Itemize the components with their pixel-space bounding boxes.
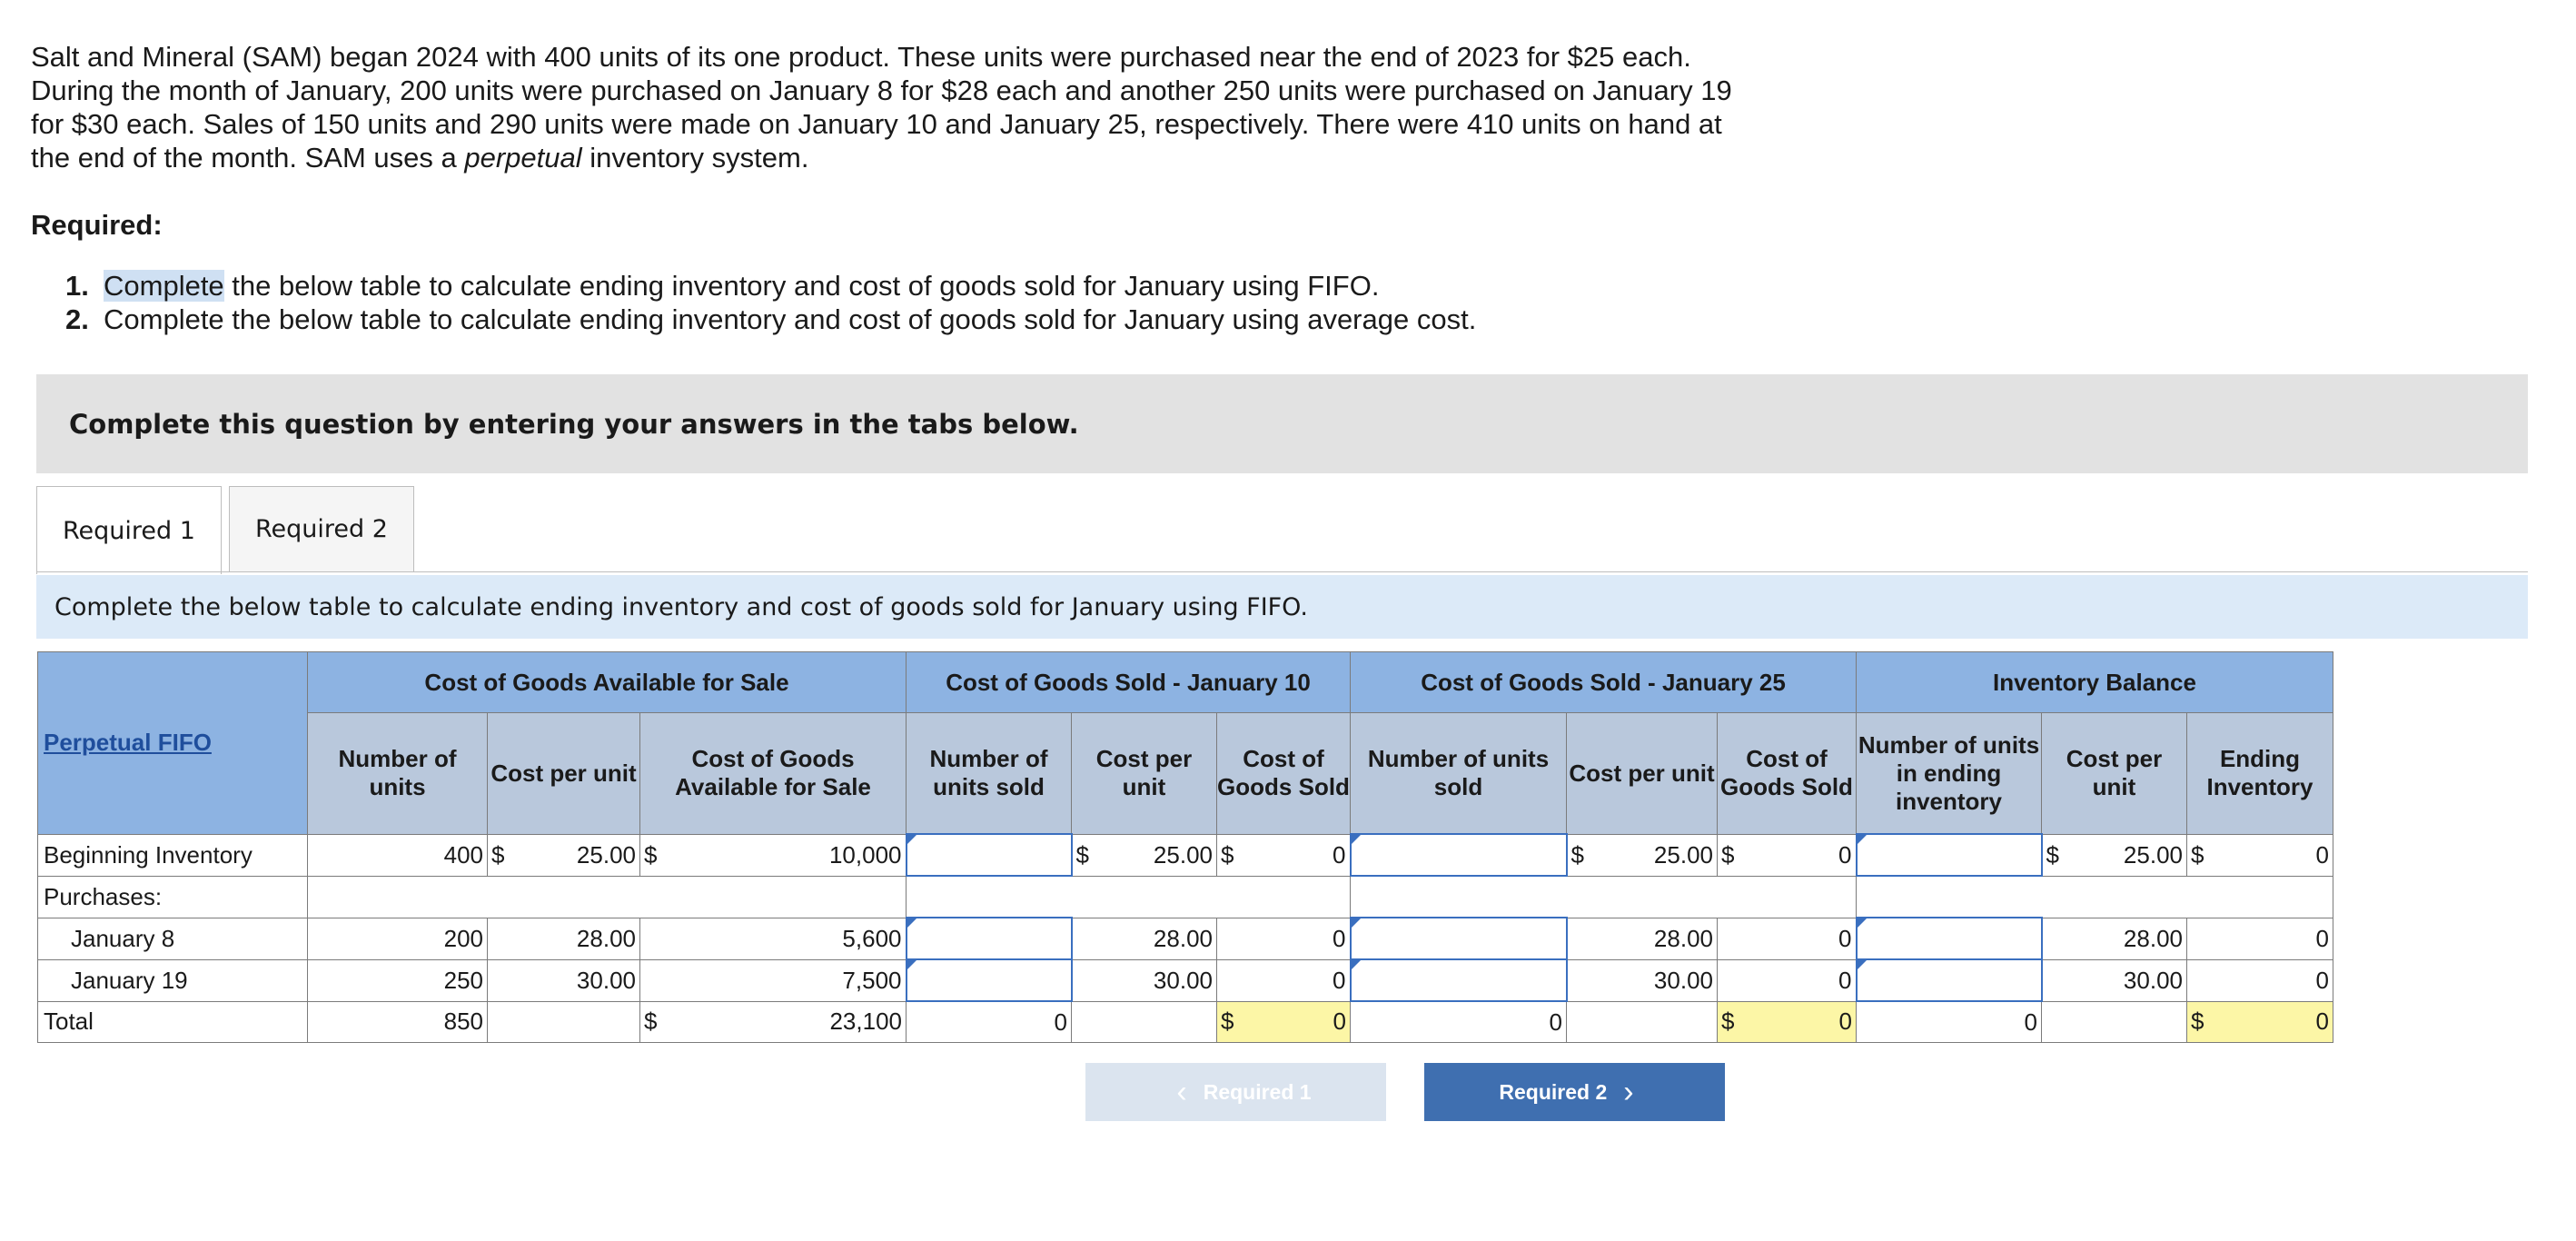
cost-value: 25.00 xyxy=(1653,840,1713,869)
jan25-cogs-cell xyxy=(1718,834,1857,876)
empty-cell xyxy=(308,876,907,918)
currency-symbol: $ xyxy=(644,1008,658,1036)
empty-cell xyxy=(1072,1001,1217,1043)
available-value: 10,000 xyxy=(828,840,902,869)
cogs-value: 0 xyxy=(1333,924,1346,952)
cogs-value: 0 xyxy=(1838,966,1852,994)
jan25-cost-cell xyxy=(1567,959,1718,1001)
currency-symbol: $ xyxy=(1075,840,1089,869)
input-value[interactable] xyxy=(907,835,1071,875)
cost-value: 30.00 xyxy=(2123,966,2183,994)
fifo-table xyxy=(37,651,2333,1043)
cogs-value: 0 xyxy=(1838,1008,1852,1036)
problem-statement xyxy=(31,40,1757,174)
cost-value: 28.00 xyxy=(576,924,636,952)
group-header-sold-jan25: Cost of Goods Sold - January 25 xyxy=(1351,652,1857,713)
ending-inventory-total-cell xyxy=(2187,1001,2333,1043)
units-cell xyxy=(308,1001,488,1043)
cost-value: 25.00 xyxy=(1153,840,1213,869)
cost-value: 25.00 xyxy=(2123,840,2183,869)
column-header: Cost per unit xyxy=(2042,713,2187,835)
units-value: 250 xyxy=(443,966,483,994)
empty-cell xyxy=(1567,1001,1718,1043)
jan10-cogs-cell xyxy=(1217,959,1351,1001)
units-value: 400 xyxy=(443,840,483,869)
jan10-cogs-total-cell xyxy=(1217,1001,1351,1043)
units-cell xyxy=(308,959,488,1001)
jan25-cogs-cell xyxy=(1718,959,1857,1001)
problem-text: Salt and Mineral (SAM) began 2024 with 400 units of its one product. These units were purchased near the end of 2023 for $25 each. During the month of January, 200 units were purchased on January 8 for $28 each and another 250 units were purchased on January 19 for $30 each. Sales of 150 units and 290 units were made on January 10 and January 25, respectively. There were 410 units on hand at the end of the month. SAM uses a xyxy=(31,41,1732,174)
instruction-banner xyxy=(36,374,2528,473)
input-value[interactable] xyxy=(1352,960,1566,1000)
input-value[interactable] xyxy=(907,960,1071,1000)
units-value: 850 xyxy=(443,1008,483,1036)
units-value: 200 xyxy=(443,924,483,952)
row-label: Purchases: xyxy=(38,876,308,918)
cogs-value: 0 xyxy=(1838,924,1852,952)
ending-inventory-value: 0 xyxy=(2315,924,2329,952)
cost-value: 30.00 xyxy=(576,966,636,994)
input-value[interactable] xyxy=(1858,960,2041,1000)
ending-cost-cell xyxy=(2042,959,2187,1001)
currency-symbol: $ xyxy=(1221,840,1234,869)
table-row xyxy=(38,918,2333,959)
ending-cost-cell xyxy=(2042,834,2187,876)
jan25-cost-cell xyxy=(1567,834,1718,876)
currency-symbol: $ xyxy=(2191,1008,2204,1036)
jan10-cogs-cell xyxy=(1217,918,1351,959)
cost-value: 28.00 xyxy=(2123,924,2183,952)
item-number: 2. xyxy=(65,303,89,335)
table-row xyxy=(38,959,2333,1001)
column-header: Cost of Goods Available for Sale xyxy=(640,713,907,835)
tab-instruction-text: Complete the below table to calculate ending inventory and cost of goods sold for January using FIFO. xyxy=(54,592,1308,621)
table-label-header xyxy=(38,652,308,835)
problem-text-end: inventory system. xyxy=(581,142,809,174)
cogs-value: 0 xyxy=(1333,966,1346,994)
available-cell xyxy=(640,959,907,1001)
jan10-cost-cell xyxy=(1072,959,1217,1001)
available-cell xyxy=(640,1001,907,1043)
jan10-units-sold-input[interactable] xyxy=(907,918,1072,959)
currency-symbol: $ xyxy=(1221,1008,1234,1036)
empty-cell xyxy=(2042,1001,2187,1043)
perpetual-fifo-link[interactable]: Perpetual FIFO xyxy=(44,729,212,757)
ending-inventory-cell xyxy=(2187,959,2333,1001)
jan25-units-sold-input[interactable] xyxy=(1351,834,1567,876)
column-header: Number of units sold xyxy=(1351,713,1567,835)
column-header: Cost of Goods Sold xyxy=(1718,713,1857,835)
currency-symbol: $ xyxy=(2191,840,2204,869)
row-label: Beginning Inventory xyxy=(38,834,308,876)
required-heading: Required: xyxy=(31,209,163,241)
required-item-1 xyxy=(65,269,1476,303)
table-row xyxy=(38,834,2333,876)
ending-units-input[interactable] xyxy=(1857,834,2042,876)
row-label: January 8 xyxy=(38,918,308,959)
prev-button-label: Required 1 xyxy=(1203,1079,1312,1104)
input-value[interactable] xyxy=(1858,918,2041,958)
jan10-cogs-cell xyxy=(1217,834,1351,876)
tab-required-2[interactable]: Required 2 xyxy=(229,486,414,571)
column-header: Cost per unit xyxy=(1567,713,1718,835)
ending-units-input[interactable] xyxy=(1857,918,2042,959)
required-item-2 xyxy=(65,303,1476,336)
ending-inventory-value: 0 xyxy=(2315,966,2329,994)
units-value: 0 xyxy=(1549,1008,1562,1036)
tab-divider xyxy=(36,571,2528,572)
jan25-units-sold-input[interactable] xyxy=(1351,918,1567,959)
currency-symbol: $ xyxy=(644,840,658,869)
tab-bar xyxy=(36,486,421,572)
currency-symbol: $ xyxy=(2046,840,2059,869)
banner-text: Complete this question by entering your answers in the tabs below. xyxy=(69,408,1079,440)
available-cell xyxy=(640,918,907,959)
ending-cost-cell xyxy=(2042,918,2187,959)
highlighted-word: Complete xyxy=(104,270,224,302)
tab-instruction xyxy=(36,575,2528,639)
item-text: the below table to calculate ending inventory and cost of goods sold for January using FIFO. xyxy=(223,270,1380,302)
column-header: Number of units xyxy=(308,713,488,835)
available-cell xyxy=(640,834,907,876)
ending-units-input[interactable] xyxy=(1857,959,2042,1001)
jan25-cost-cell xyxy=(1567,918,1718,959)
chevron-right-icon: › xyxy=(1623,1074,1634,1109)
currency-symbol: $ xyxy=(1721,840,1735,869)
ending-inventory-cell xyxy=(2187,834,2333,876)
cost-value: 30.00 xyxy=(1153,966,1213,994)
input-value[interactable] xyxy=(907,918,1071,958)
ending-inventory-cell xyxy=(2187,918,2333,959)
jan10-cost-cell xyxy=(1072,834,1217,876)
column-header: Cost per unit xyxy=(488,713,640,835)
empty-cell xyxy=(1857,876,2333,918)
cogs-value: 0 xyxy=(1333,840,1346,869)
column-header: Number of units sold xyxy=(907,713,1072,835)
available-value: 5,600 xyxy=(842,924,902,952)
group-header-inventory: Inventory Balance xyxy=(1857,652,2333,713)
table-row xyxy=(38,876,2333,918)
empty-cell xyxy=(1351,876,1857,918)
problem-italic: perpetual xyxy=(464,142,582,174)
chevron-left-icon: ‹ xyxy=(1176,1074,1187,1109)
item-number: 1. xyxy=(65,270,89,302)
jan10-cost-cell xyxy=(1072,918,1217,959)
cost-value: 30.00 xyxy=(1653,966,1713,994)
currency-symbol: $ xyxy=(1570,840,1584,869)
units-value: 0 xyxy=(1054,1008,1067,1036)
currency-symbol: $ xyxy=(491,840,505,869)
available-value: 7,500 xyxy=(842,966,902,994)
item-text: Complete the below table to calculate ending inventory and cost of goods sold for January using average cost. xyxy=(104,303,1477,335)
group-header-available: Cost of Goods Available for Sale xyxy=(308,652,907,713)
jan25-units-sold-input[interactable] xyxy=(1351,959,1567,1001)
next-button-label: Required 2 xyxy=(1499,1079,1608,1104)
cost-cell xyxy=(488,834,640,876)
table-row-total xyxy=(38,1001,2333,1043)
cogs-value: 0 xyxy=(1333,1008,1346,1036)
currency-symbol: $ xyxy=(1721,1008,1735,1036)
column-header: Cost per unit xyxy=(1072,713,1217,835)
ending-inventory-value: 0 xyxy=(2315,1008,2329,1036)
column-header: Number of units in ending inventory xyxy=(1857,713,2042,835)
column-header: Ending Inventory xyxy=(2187,713,2333,835)
input-value[interactable] xyxy=(1858,835,2041,875)
cost-value: 25.00 xyxy=(576,840,636,869)
units-value: 0 xyxy=(2024,1008,2037,1036)
cost-value: 28.00 xyxy=(1153,924,1213,952)
empty-cell xyxy=(488,1001,640,1043)
empty-cell xyxy=(907,876,1351,918)
row-label: January 19 xyxy=(38,959,308,1001)
available-value: 23,100 xyxy=(829,1008,902,1036)
prev-button[interactable] xyxy=(1085,1063,1386,1121)
required-list xyxy=(65,269,1476,336)
input-value[interactable] xyxy=(1352,835,1566,875)
cost-cell xyxy=(488,959,640,1001)
jan25-cogs-cell xyxy=(1718,918,1857,959)
cogs-value: 0 xyxy=(1838,840,1852,869)
jan25-units-total-cell xyxy=(1351,1001,1567,1043)
ending-inventory-value: 0 xyxy=(2315,840,2329,869)
jan25-cogs-total-cell xyxy=(1718,1001,1857,1043)
row-label: Total xyxy=(38,1001,308,1043)
input-value[interactable] xyxy=(1352,918,1566,958)
next-button[interactable] xyxy=(1424,1063,1725,1121)
jan10-units-sold-input[interactable] xyxy=(907,834,1072,876)
cost-cell xyxy=(488,918,640,959)
jan10-units-total-cell xyxy=(907,1001,1072,1043)
cost-value: 28.00 xyxy=(1653,924,1713,952)
group-header-sold-jan10: Cost of Goods Sold - January 10 xyxy=(907,652,1351,713)
units-cell xyxy=(308,834,488,876)
units-cell xyxy=(308,918,488,959)
column-header: Cost of Goods Sold xyxy=(1217,713,1351,835)
ending-units-total-cell xyxy=(1857,1001,2042,1043)
jan10-units-sold-input[interactable] xyxy=(907,959,1072,1001)
tab-required-1[interactable]: Required 1 xyxy=(36,486,222,574)
